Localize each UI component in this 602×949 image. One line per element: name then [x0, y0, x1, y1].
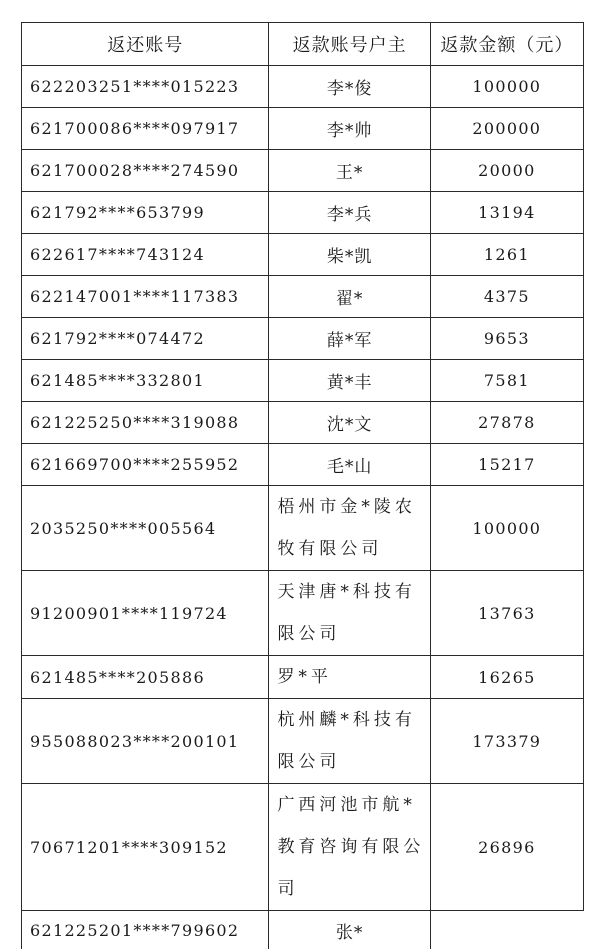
- table-row: [22, 234, 584, 276]
- amount-cell: 13763: [430, 571, 583, 656]
- table-row: [22, 66, 584, 108]
- amount-cell: 100000: [430, 486, 583, 571]
- header-account-owner: 返款账号户主: [269, 23, 430, 66]
- amount-cell: 15217: [430, 444, 583, 486]
- amount-cell: 200000: [430, 108, 583, 150]
- account-cell: 70671201****309152: [22, 784, 269, 911]
- amount-cell: 7581: [430, 360, 583, 402]
- owner-cell: 薛*军: [269, 318, 430, 360]
- amount-cell: 4375: [430, 276, 583, 318]
- table-row: [22, 276, 584, 318]
- owner-cell: 毛*山: [269, 444, 430, 486]
- owner-cell: 沈*文: [269, 402, 430, 444]
- owner-cell: 王*: [269, 150, 430, 192]
- table-row: [22, 911, 584, 949]
- table-row: [22, 402, 584, 444]
- table-row: [22, 444, 584, 486]
- refund-table: [21, 22, 584, 949]
- amount-cell: 16265: [430, 656, 583, 699]
- owner-cell: 黄*丰: [269, 360, 430, 402]
- table-row: [22, 784, 584, 911]
- owner-cell: 梧州市金*陵农牧有限公司: [269, 486, 430, 571]
- account-cell: 622203251****015223: [22, 66, 269, 108]
- amount-cell: 27878: [430, 402, 583, 444]
- table-row: [22, 318, 584, 360]
- table-row: [22, 571, 584, 656]
- owner-cell: 杭州麟*科技有限公司: [269, 699, 430, 784]
- table-row: [22, 108, 584, 150]
- amount-cell: 13194: [430, 192, 583, 234]
- account-cell: 622617****743124: [22, 234, 269, 276]
- account-cell: 2035250****005564: [22, 486, 269, 571]
- account-cell: 621225250****319088: [22, 402, 269, 444]
- account-cell: 621485****332801: [22, 360, 269, 402]
- amount-cell: 100000: [430, 66, 583, 108]
- table-row: [22, 656, 584, 699]
- account-cell: 91200901****119724: [22, 571, 269, 656]
- account-cell: 621225201****799602: [22, 911, 269, 949]
- owner-cell: 李*帅: [269, 108, 430, 150]
- header-refund-amount: 返款金额（元）: [430, 23, 583, 66]
- account-cell: 621792****653799: [22, 192, 269, 234]
- owner-cell: 罗*平: [269, 656, 430, 699]
- owner-cell: 张*: [269, 911, 430, 949]
- amount-cell: 173379: [430, 699, 583, 784]
- table-header-row: [22, 23, 584, 66]
- amount-cell: [430, 911, 583, 949]
- table-row: [22, 150, 584, 192]
- table-row: [22, 486, 584, 571]
- table-row: [22, 699, 584, 784]
- owner-cell: 柴*凯: [269, 234, 430, 276]
- amount-cell: 20000: [430, 150, 583, 192]
- account-cell: 621485****205886: [22, 656, 269, 699]
- table-row: [22, 192, 584, 234]
- amount-cell: 1261: [430, 234, 583, 276]
- account-cell: 621700028****274590: [22, 150, 269, 192]
- owner-cell: 天津唐*科技有限公司: [269, 571, 430, 656]
- account-cell: 621669700****255952: [22, 444, 269, 486]
- table-row: [22, 360, 584, 402]
- owner-cell: 翟*: [269, 276, 430, 318]
- account-cell: 955088023****200101: [22, 699, 269, 784]
- owner-cell: 李*俊: [269, 66, 430, 108]
- amount-cell: 9653: [430, 318, 583, 360]
- owner-cell: 李*兵: [269, 192, 430, 234]
- header-return-account: 返还账号: [22, 23, 269, 66]
- owner-cell: 广西河池市航*教育咨询有限公司: [269, 784, 430, 911]
- amount-cell: 26896: [430, 784, 583, 911]
- account-cell: 621792****074472: [22, 318, 269, 360]
- account-cell: 621700086****097917: [22, 108, 269, 150]
- account-cell: 622147001****117383: [22, 276, 269, 318]
